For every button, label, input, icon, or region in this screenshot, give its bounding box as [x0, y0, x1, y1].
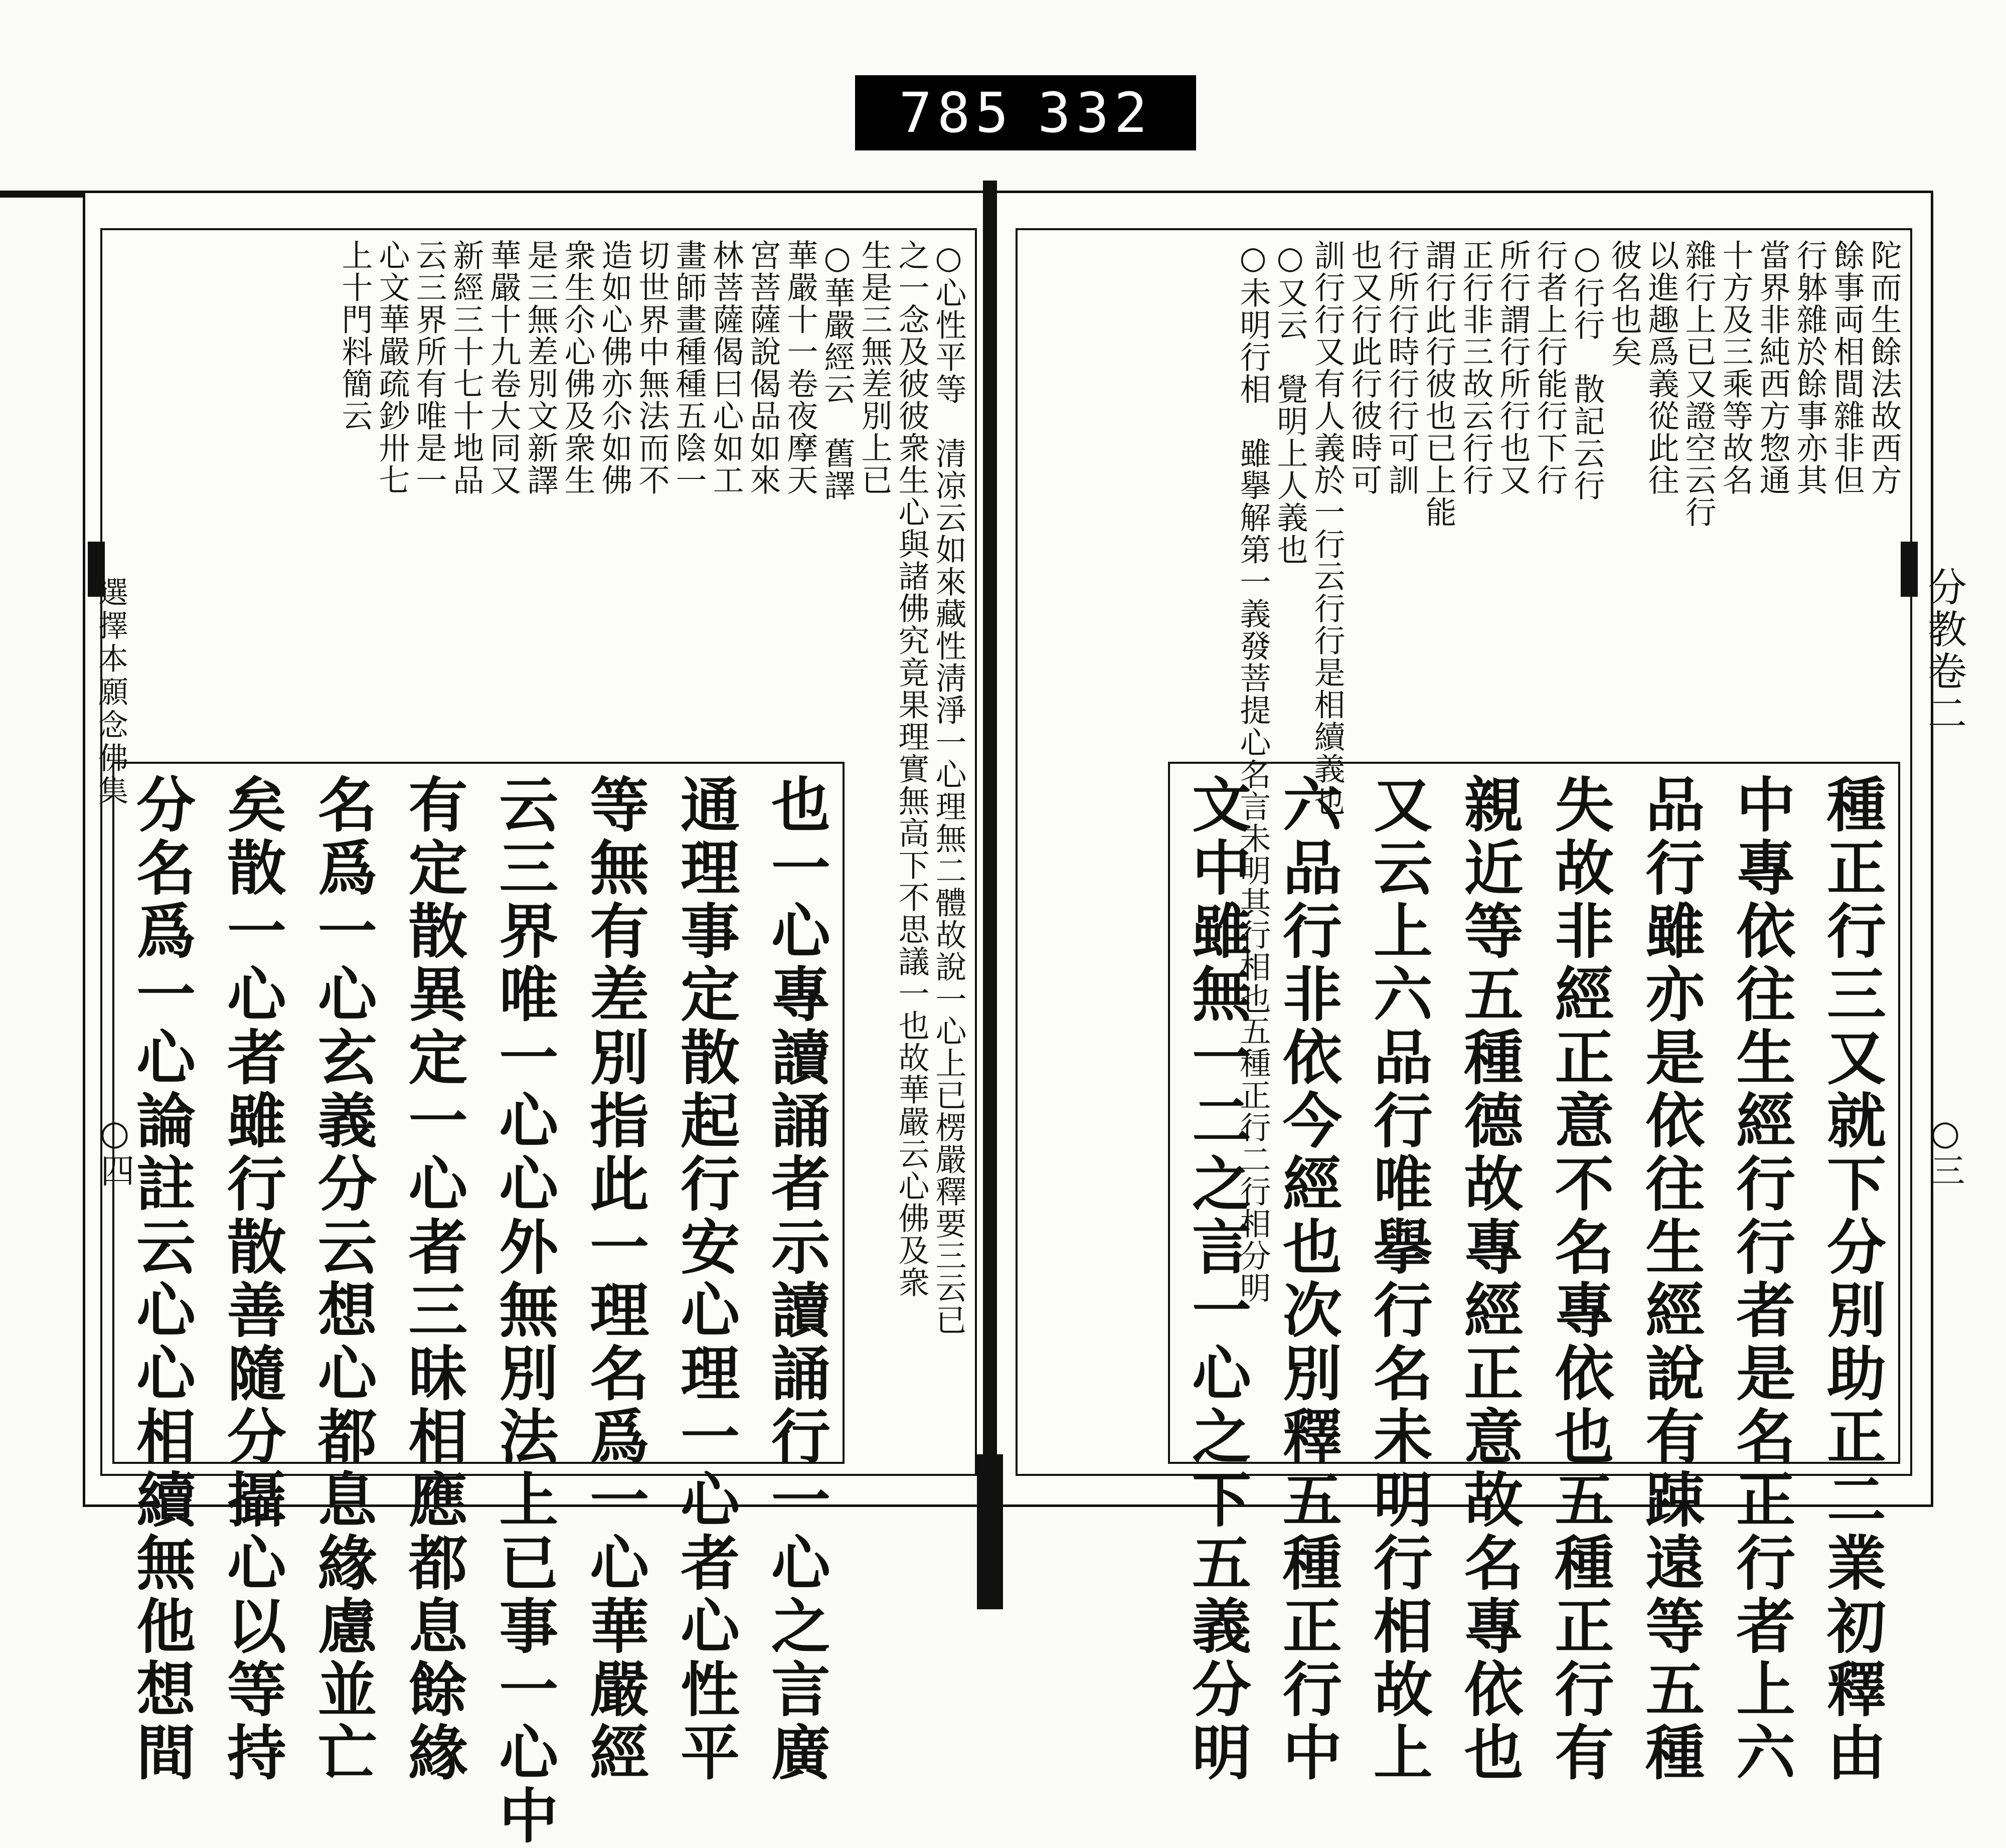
commentary-column: 所行謂行所行也又	[1494, 239, 1531, 496]
commentary-column: 生是三無差別上已	[856, 239, 893, 496]
commentary-column: ○未明行相 雖擧解第一義發菩提心名言未明其行相也五種正行二行相分明	[1235, 239, 1271, 1304]
catalog-number-left: 785	[899, 81, 1014, 145]
main-text-column: 親近等五種德故專經正意故名專依也	[1454, 774, 1524, 1785]
commentary-column: 衆生尒心佛及衆生	[559, 239, 596, 496]
right-margin-title: 分教卷二	[1921, 567, 1966, 735]
commentary-column: 宮菩薩說偈品如來	[745, 239, 781, 496]
main-text-column: 文中雖無一二之言一心之下五義分明	[1182, 774, 1252, 1785]
main-text-column: 中專依往生經行行者是名正行者上六	[1726, 774, 1796, 1785]
commentary-column: 林菩薩偈曰心如工	[708, 239, 744, 496]
commentary-column: 行者上行能行下行	[1532, 239, 1568, 496]
commentary-column: 也又行此行彼時可	[1346, 239, 1383, 496]
book-spine	[983, 181, 997, 1609]
right-folio-number: ○三	[1925, 1113, 1965, 1187]
commentary-column: ○華嚴經云 舊譯	[819, 239, 856, 501]
main-text-column: 有定散異定一心者三昧相應都息餘緣	[398, 774, 468, 1785]
commentary-column: 切世界中無法而不	[633, 239, 670, 496]
commentary-column: 華嚴十一卷夜摩天	[782, 239, 818, 496]
commentary-column: ○又云 覺明上人義也	[1272, 239, 1308, 566]
main-text-column: 種正行三又就下分別助正二業初釋由	[1816, 774, 1887, 1785]
commentary-column: 訓行行又有人義於一行云行行是相續義也	[1309, 239, 1346, 817]
main-text-column: 分名爲一心論註云心心相續無他想間	[126, 774, 196, 1785]
main-text-column: 又云上六品行唯擧行名未明行相故上	[1363, 774, 1433, 1785]
commentary-column: 造如心佛亦尒如佛	[596, 239, 633, 496]
main-text-column: 六品行非依今經也次別釋五種正行中	[1272, 774, 1343, 1785]
main-text-column: 矣散一心者雖行散善隨分攝心以等持	[217, 774, 287, 1785]
commentary-column: ○行行 散記云行	[1569, 239, 1605, 501]
commentary-column: 畫師畫種種五陰一	[671, 239, 707, 496]
commentary-column: 行所行時行行可訓	[1383, 239, 1420, 496]
commentary-column: 陀而生餘法故西方	[1866, 239, 1902, 496]
catalog-number-right: 332	[1038, 81, 1152, 145]
main-text-column: 名爲一心玄義分云想心都息緣慮並亡	[307, 774, 378, 1785]
main-text-column: 云三界唯一心心外無別法上已事一心中	[489, 774, 559, 1848]
commentary-column: ○心性平等 清凉云如來藏性淸淨一心理無二體故說一心上已楞嚴釋要三云已	[930, 239, 967, 1336]
commentary-column: 當界非純西方惣通	[1754, 239, 1791, 496]
catalog-number-label	[855, 75, 1196, 150]
commentary-column: 是三無差別文新譯	[522, 239, 559, 496]
right-page	[1016, 228, 1912, 1785]
main-text-column: 失故非經正意不名專依也五種正行有	[1545, 774, 1615, 1785]
commentary-column: 正行非三故云行行	[1457, 239, 1494, 496]
main-text-column: 通理事定散起行安心理一心者心性平	[671, 774, 741, 1785]
commentary-column: 十方及三乘等故名	[1717, 239, 1754, 496]
left-page	[100, 228, 977, 1848]
commentary-column: 雜行上已又證空云行	[1680, 239, 1717, 528]
right-main-text	[1168, 762, 1900, 1785]
commentary-column: 云三界所有唯是一	[411, 239, 447, 496]
commentary-column: 華嚴十九卷大同又	[485, 239, 522, 496]
commentary-column: 行躰雜於餘事亦其	[1791, 239, 1828, 496]
commentary-column: 謂行此行彼也已上能	[1420, 239, 1457, 528]
commentary-column: 餘事両相間雜非但	[1828, 239, 1865, 496]
main-text-column: 等無有差別指此一理名爲一心華嚴經	[580, 774, 650, 1785]
commentary-column: 上十門料簡云	[337, 239, 373, 432]
main-text-column: 品行雖亦是依往生經說有踈遠等五種	[1635, 774, 1706, 1785]
commentary-column: 彼名也矣	[1606, 239, 1642, 368]
margin-rule	[0, 191, 85, 198]
commentary-column: 之一念及彼彼衆生心與諸佛究竟果理實無高下不思議一也故華嚴云心佛及衆	[893, 239, 930, 1298]
left-folio-number: ○四	[95, 1113, 134, 1187]
left-main-text	[112, 762, 845, 1848]
commentary-column: 心文華嚴疏鈔卅七	[374, 239, 410, 496]
main-text-column: 也一心專讀誦者示讀誦行一心之言廣	[761, 774, 831, 1785]
commentary-column: 以進趣爲義從此往	[1643, 239, 1680, 496]
left-margin-title: 選擇本願念佛集	[93, 577, 128, 808]
book-spine-base	[977, 1454, 1003, 1609]
margin-tab	[1901, 542, 1918, 597]
commentary-column: 新經三十七十地品	[448, 239, 484, 496]
